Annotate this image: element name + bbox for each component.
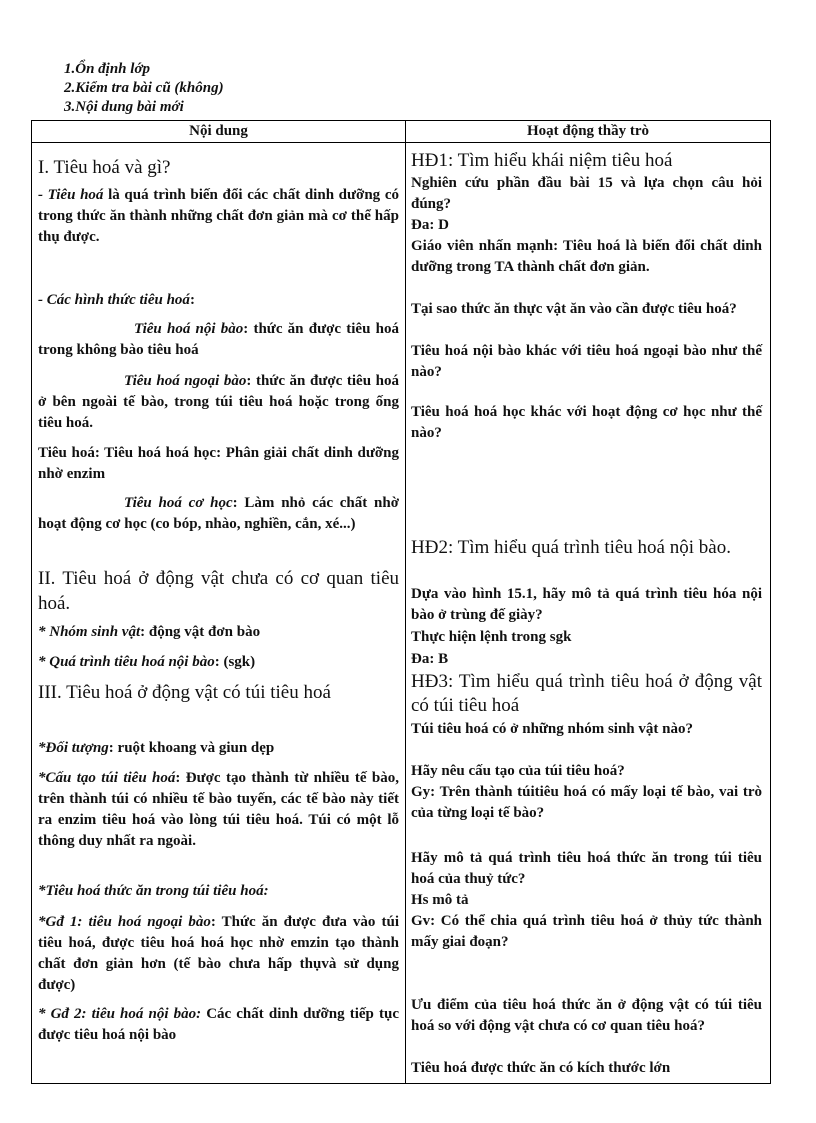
lesson-intro bbox=[64, 60, 224, 117]
teacher-emphasis: Giáo viên nhấn mạnh: Tiêu hoá là biến đổi chất dinh dưỡng trong TA thành chất đơn giản. bbox=[411, 238, 762, 275]
definition-paragraph: - Tiêu hoá là quá trình biến đổi các chất dinh dưỡng có trong thức ăn thành những chất đơn giản mà cơ thể hấp thụ được. bbox=[38, 187, 399, 245]
question-plant-food: Tại sao thức ăn thực vật ăn vào cần được tiêu hoá? bbox=[411, 301, 737, 317]
activity-2-question: Dựa vào hình 15.1, hãy mô tả quá trình tiêu hóa nội bào ở trùng đế giày? bbox=[411, 586, 762, 623]
content-column bbox=[32, 143, 406, 1084]
chemical-digestion: Tiêu hoá: Tiêu hoá hoá học: Phân giải chất dinh dưỡng nhờ enzim bbox=[38, 445, 399, 482]
activity-3-title: HĐ3: Tìm hiểu quá trình tiêu hoá ở động vật có túi tiêu hoá bbox=[411, 671, 762, 716]
stage-2: * Gđ 2: tiêu hoá nội bào: Các chất dinh dưỡng tiếp tục được tiêu hoá nội bào bbox=[38, 1006, 399, 1043]
section-3-title: III. Tiêu hoá ở động vật có túi tiêu hoá bbox=[38, 682, 331, 703]
question-advantage: Ưu điểm của tiêu hoá thức ăn ở động vật có túi tiêu hoá so với động vật chưa có cơ quan tiêu hoá? bbox=[411, 997, 762, 1034]
extracellular-digestion: Tiêu hoá ngoại bào: thức ăn được tiêu hoá ở bên ngoài tế bào, trong túi tiêu hoá hoặc trong ống tiêu hoá. bbox=[38, 373, 399, 431]
intro-step-2: 2.Kiểm tra bài cũ (không) bbox=[64, 80, 224, 96]
target-organisms: *Đối tượng: ruột khoang và giun dẹp bbox=[38, 740, 275, 756]
activity-1-title: HĐ1: Tìm hiểu khái niệm tiêu hoá bbox=[411, 150, 673, 171]
activity-1-question: Nghiên cứu phần đầu bài 15 và lựa chọn câu hỏi đúng? bbox=[411, 175, 762, 212]
mechanical-digestion: Tiêu hoá cơ học: Làm nhỏ các chất nhờ hoạt động cơ học (co bóp, nhào, nghiền, cắn, xé...) bbox=[38, 495, 400, 532]
header-content: Nội dung bbox=[32, 121, 406, 143]
activity-2-title: HĐ2: Tìm hiểu quá trình tiêu hoá nội bào. bbox=[411, 537, 731, 558]
sac-digestion-label: *Tiêu hoá thức ăn trong túi tiêu hoá: bbox=[38, 883, 269, 899]
activities-column bbox=[406, 143, 771, 1084]
section-1-title: I. Tiêu hoá và gì? bbox=[38, 157, 171, 178]
question-chemical-vs-mechanical: Tiêu hoá hoá học khác với hoạt động cơ học như thế nào? bbox=[411, 404, 762, 441]
activity-2-answer: Đa: B bbox=[411, 651, 449, 667]
intracellular-process: * Quá trình tiêu hoá nội bào: (sgk) bbox=[38, 654, 256, 670]
intro-step-1: 1.Ổn định lớp bbox=[64, 61, 150, 77]
sac-structure: *Cấu tạo túi tiêu hoá: Được tạo thành từ nhiều tế bào, trên thành túi có nhiều tế bào tuyến, các tế bào này tiết ra enzim tiêu hoá vào lòng túi tiêu hoá. Túi có một lỗ thông duy nhất ra ngoài. bbox=[38, 770, 399, 849]
section-2-title: II. Tiêu hoá ở động vật chưa có cơ quan tiêu hoá. bbox=[38, 568, 399, 614]
teacher-question-stages: Gv: Có thể chia quá trình tiêu hoá ở thủy tức thành mấy giai đoạn? bbox=[411, 913, 762, 950]
activity-3-question-process: Hãy mô tả quá trình tiêu hoá thức ăn trong túi tiêu hoá của thuỷ tức? bbox=[411, 850, 762, 887]
student-describe: Hs mô tả bbox=[411, 892, 469, 908]
activity-3-question-groups: Túi tiêu hoá có ở những nhóm sinh vật nào? bbox=[411, 721, 693, 737]
question-intra-vs-extra: Tiêu hoá nội bào khác với tiêu hoá ngoại bào như thế nào? bbox=[411, 343, 762, 380]
intracellular-digestion: Tiêu hoá nội bào: thức ăn được tiêu hoá trong không bào tiêu hoá bbox=[38, 321, 399, 358]
lesson-table bbox=[31, 120, 771, 1084]
stage-1: *Gđ 1: tiêu hoá ngoại bào: Thức ăn được đưa vào túi tiêu hoá, được tiêu hoá hoá học nhờ emzin tạo thành chất đơn giản hơn (tế bào chưa hấp thụvà sử dụng được) bbox=[38, 914, 399, 993]
forms-label: - Các hình thức tiêu hoá: bbox=[38, 292, 195, 308]
intro-step-3: 3.Nội dung bài mới bbox=[64, 99, 184, 115]
activity-3-hint: Gy: Trên thành túitiêu hoá có mấy loại tế bào, vai trò của từng loại tế bào? bbox=[411, 784, 762, 821]
header-activities: Hoạt động thầy trò bbox=[406, 121, 771, 143]
activity-1-answer: Đa: D bbox=[411, 217, 449, 233]
organism-group: * Nhóm sinh vật: động vật đơn bào bbox=[38, 624, 261, 640]
answer-advantage: Tiêu hoá được thức ăn có kích thước lớn bbox=[411, 1060, 671, 1076]
activity-3-question-structure: Hãy nêu cấu tạo của túi tiêu hoá? bbox=[411, 763, 625, 779]
activity-2-task: Thực hiện lệnh trong sgk bbox=[411, 629, 572, 645]
